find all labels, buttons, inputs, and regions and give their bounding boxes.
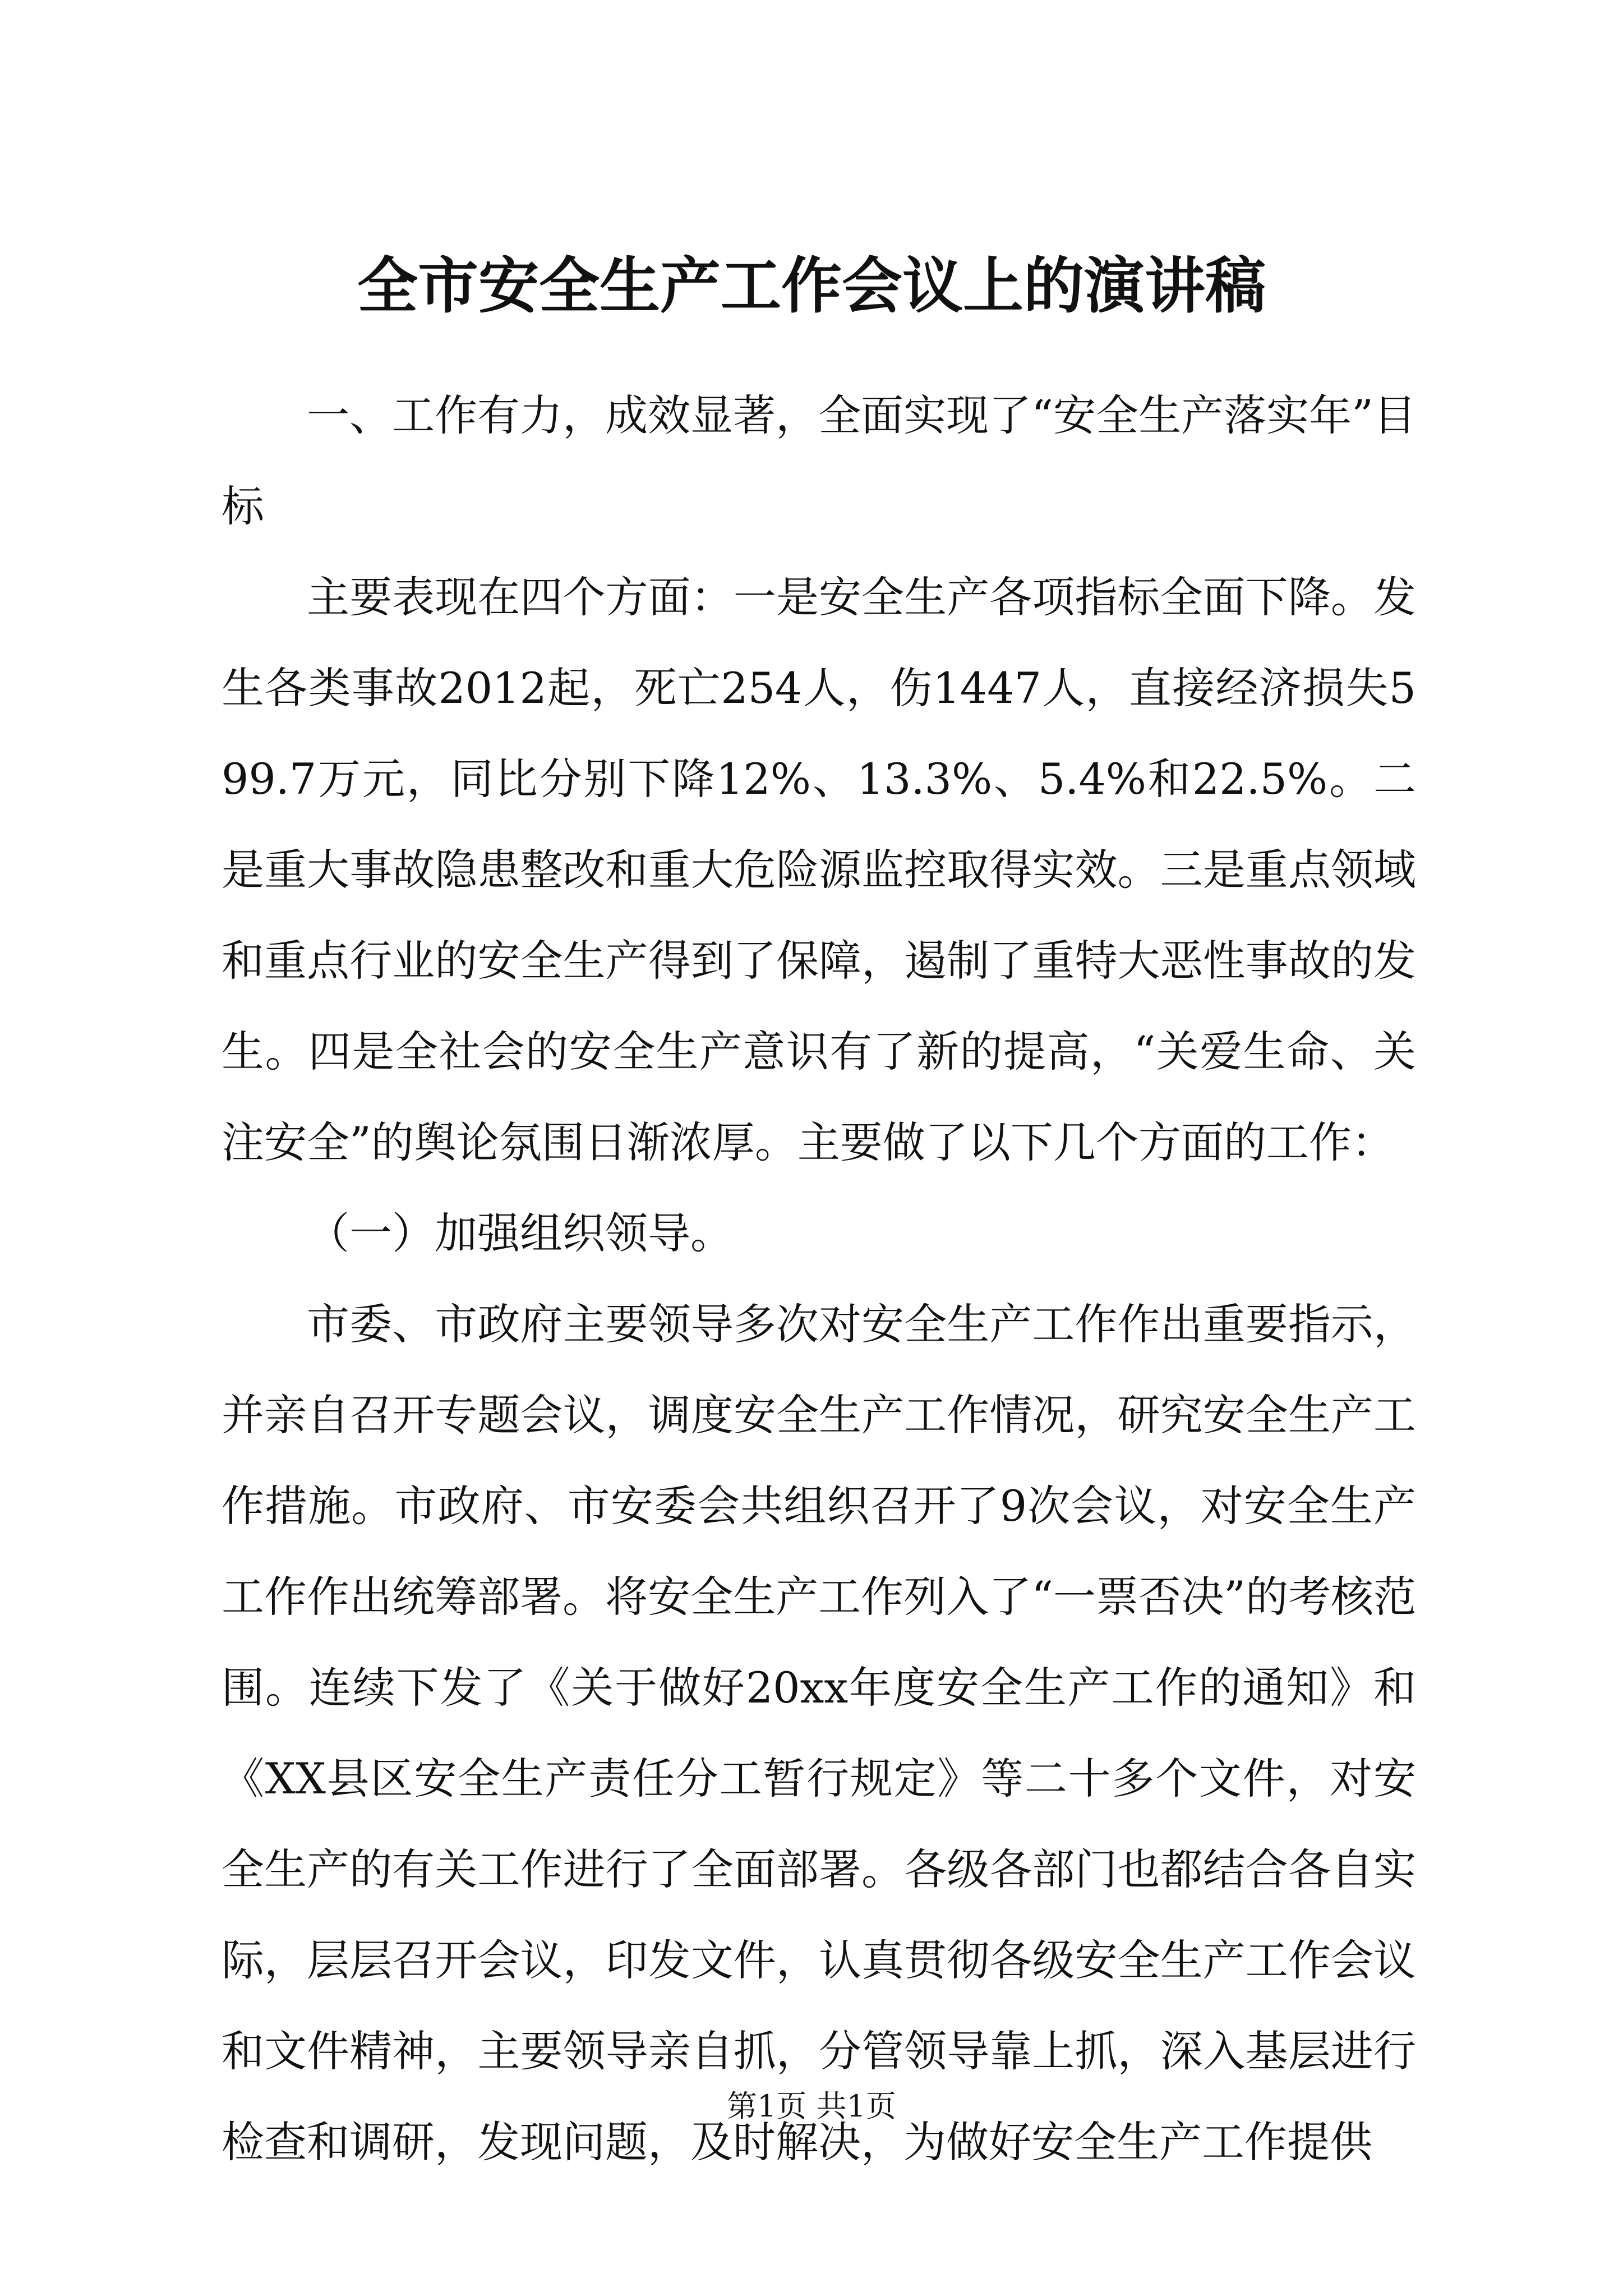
document-title: 全市安全生产工作会议上的演讲稿 <box>357 251 1266 321</box>
document-body <box>222 370 1416 2188</box>
section-heading: 一、工作有力，成效显著，全面实现了“安全生产落实年”目标 <box>222 390 1416 531</box>
body-paragraph: 市委、市政府主要领导多次对安全生产工作作出重要指示，并亲自召开专题会议，调度安全生产工作情况，研究安全生产工作措施。市政府、市安委会共组织召开了9次会议，对安全生产工作作出统筹部署。将安全生产工作列入了“一票否决”的考核范围。连续下发了《关于做好20xx年度安全生产工作的通知》和《XX县区安全生产责任分工暂行规定》等二十多个文件，对安全生产的有关工作进行了全面部署。各级各部门也都结合各自实际，层层召开会议，印发文件，认真贯彻各级安全生产工作会议和文件精神，主要领导亲自抓，分管领导靠上抓，深入基层进行检查和调研，发现问题，及时解决，为做好安全生产工作提供 <box>222 1299 1416 2167</box>
page-footer: 第1页 共1页 <box>727 2088 896 2124</box>
subsection-heading: （一）加强组织领导。 <box>307 1208 733 1258</box>
body-paragraph: 主要表现在四个方面：一是安全生产各项指标全面下降。发生各类事故2012起，死亡254人，伤1447人，直接经济损失599.7万元，同比分别下降12%、13.3%、5.4%和22.5%。二是重大事故隐患整改和重大危险源监控取得实效。三是重点领域和重点行业的安全生产得到了保障，遏制了重特大恶性事故的发生。四是全社会的安全生产意识有了新的提高，“关爱生命、关注安全”的舆论氛围日渐浓厚。主要做了以下几个方面的工作： <box>222 572 1416 1167</box>
